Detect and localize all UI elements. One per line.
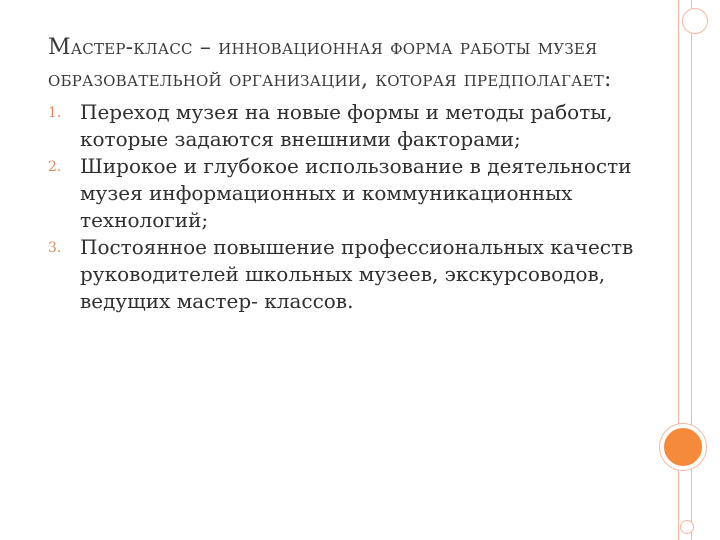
list-item	[48, 153, 638, 234]
list-item	[48, 99, 638, 153]
list-item-text: Широкое и глубокое использование в деятельности музея информационных и коммуникационных технологий;	[80, 154, 632, 232]
list-number: 3.	[48, 240, 62, 256]
list-number: 1.	[48, 105, 62, 121]
list-item-text: Постоянное повышение профессиональных качеств руководителей школьных музеев, экскурсоводов, ведущих мастер- классов.	[80, 235, 634, 313]
numbered-list	[48, 99, 638, 315]
list-item	[48, 234, 638, 315]
list-item-text: Переход музея на новые формы и методы работы, которые задаются внешними факторами;	[80, 100, 613, 151]
top-circle-icon	[682, 8, 708, 34]
slide-content	[48, 32, 638, 315]
list-number: 2.	[48, 159, 62, 175]
small-circle-icon	[680, 520, 694, 534]
slide-title: Мастер-класс – инновационная форма работы музея образовательной организации, которая предполагает:	[48, 35, 612, 92]
orange-circle-icon	[660, 424, 706, 470]
